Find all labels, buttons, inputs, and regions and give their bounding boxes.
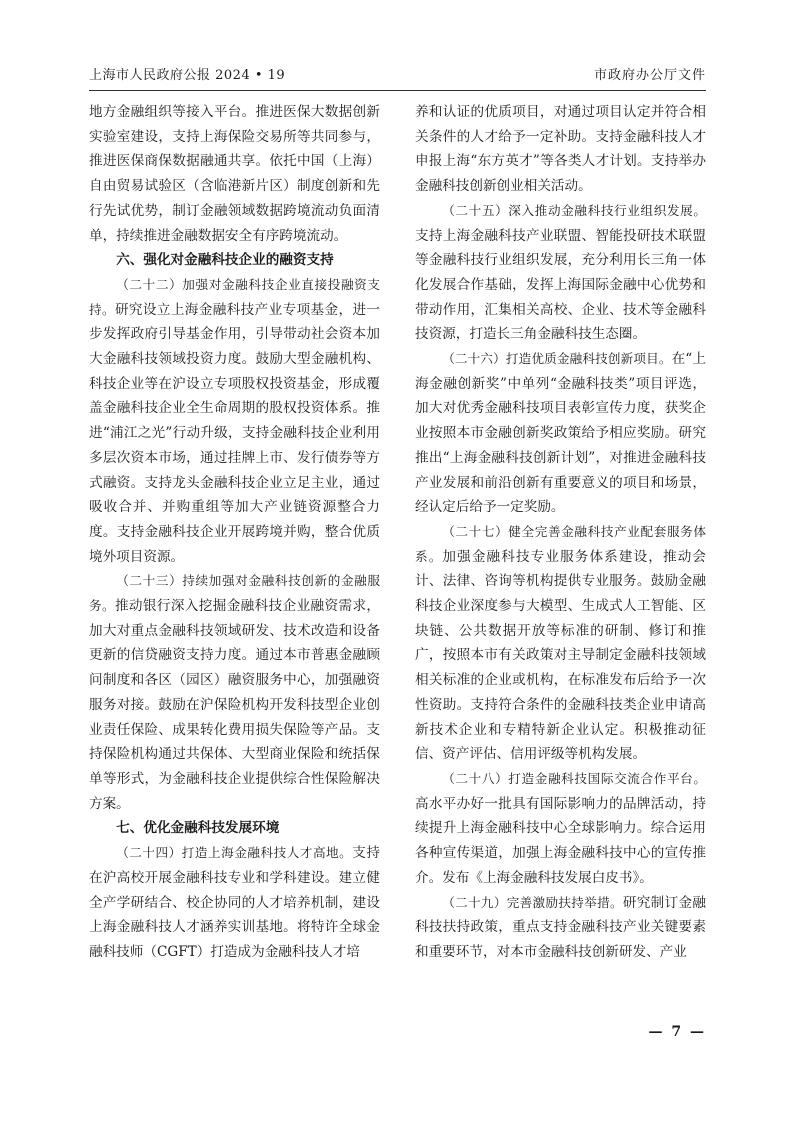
paragraph-26-body: 在“上海金融创新奖”中单列“金融科技类”项目评选，加大对优秀金融科技项目表彰宣传力度，获奖企业按照本市金融创新奖政策给予相应奖励。研究推出“上海金融科技创新计划”，对推进金融科技产业发展和前沿创新有重要意义的项目和场景，经认定后给予一定奖励。 (415, 351, 706, 516)
paragraph-29-body: 研究制订金融科技扶持政策，重点支持金融科技产业关键要素和重要环节，对本市金融科技创新研发、产业 (415, 894, 706, 960)
paragraph-28-body: 高水平办好一批具有国际影响力的品牌活动，持续提升上海金融科技中心全球影响力。综合运用各种宣传渠道，加强上海金融科技中心的宣传推介。发布《上海金融科技发展白皮书》。 (415, 795, 706, 886)
paragraph-23-body: 推动银行深入挖掘金融科技企业融资需求，加大对重点金融科技领域研发、技术改造和设备更新的信贷融资支持力度。通过本市普惠金融顾问制度和各区（园区）融资服务中心，加强融资服务对接。鼓励在沪保险机构开发科技型企业创业责任保险、成果转化费用损失保险等产品。支持保险机构通过共保体、大型商业保险和统括保单等形式，为金融科技企业提供综合性保险解决方案。 (89, 598, 381, 812)
paragraph-25-body: 支持上海金融科技产业联盟、智能投研技术联盟等金融科技行业组织发展，充分利用长三角一体化发展合作基础，发挥上海国际金融中心优势和带动作用，汇集相关高校、企业、技术等金融科技资源，打造长三角金融科技生态圈。 (415, 227, 706, 343)
paragraph-26-lead: （二十六）打造优质金融科技创新项目。 (442, 351, 672, 367)
paragraph-26 (415, 347, 706, 520)
paragraph-24-body: 支持在沪高校开展金融科技专业和学科建设。建立健全产学研结合、校企协同的人才培养机制，建设上海金融科技人才涵养实训基地。将特许全球金融科技师（CGFT）打造成为金融科技人才培 (89, 845, 381, 960)
paragraph-28 (415, 767, 706, 891)
document-category: 市政府办公厅文件 (593, 68, 706, 83)
paragraph-24 (89, 841, 380, 965)
paragraph-continued: 地方金融组织等接入平台。推进医保大数据创新实验室建设，支持上海保险交易所等共同参与，推进医保商保数据融通共享。依托中国（上海）自由贸易试验区（含临港新片区）制度创新和先行先试优势，制订金融领域数据跨境流动负面清单，持续推进金融数据安全有序跨境流动。 (89, 104, 380, 244)
paragraph-22 (89, 273, 380, 569)
paragraph-25-lead: （二十五）深入推动金融科技行业组织发展。 (442, 202, 706, 218)
paragraph-27 (415, 520, 706, 767)
section-heading-6: 六、强化对金融科技企业的融资支持 (116, 252, 334, 269)
section-heading-7: 七、优化金融科技发展环境 (116, 820, 280, 837)
page-header (89, 64, 706, 88)
paragraph-24-continued: 养和认证的优质项目，对通过项目认定并符合相关条件的人才给予一定补助。支持金融科技人才申报上海“东方英才”等各类人才计划。支持举办金融科技创新创业相关活动。 (415, 104, 706, 195)
paragraph-28-lead: （二十八）打造金融科技国际交流合作平台。 (442, 770, 706, 786)
paragraph-23-lead: （二十三）持续加强对金融科技创新的金融服务。 (89, 573, 380, 614)
right-column (415, 100, 706, 965)
page-number: — 7 — (648, 1024, 706, 1040)
paragraph-27-body: 加强金融科技专业服务体系建设，推动会计、法律、咨询等机构提供专业服务。鼓励金融科技企业深度参与大模型、生成式人工智能、区块链、公共数据开放等标准的研制、修订和推广，按照本市有关政策对主导制定金融科技领域相关标准的企业或机构，在标准发布后给予一次性资助。支持符合条件的金融科技类企业申请高新技术企业和专精特新企业认定。积极推动征信、资产评估、信用评级等机构发展。 (415, 548, 707, 763)
header-divider (89, 90, 706, 91)
paragraph-27-lead: （二十七）健全完善金融科技产业配套服务体系。 (415, 523, 706, 564)
bulletin-title: 上海市人民政府公报 2024 • 19 (89, 68, 286, 83)
paragraph-29-lead: （二十九）完善激励扶持举措。 (442, 894, 623, 910)
paragraph-25 (415, 199, 706, 347)
paragraph-24-lead: （二十四）打造上海金融科技人才高地。 (116, 845, 353, 861)
paragraph-22-lead: （二十二）加强对金融科技企业直接投融资支持。 (89, 276, 380, 317)
paragraph-22-body: 研究设立上海金融科技产业专项基金，进一步发挥政府引导基金作用，引导带动社会资本加大金融科技领域投资力度。鼓励大型金融机构、科技企业等在沪设立专项股权投资基金，形成覆盖金融科技企业全生命周期的股权投资体系。推进“浦江之光”行动升级，支持金融科技企业利用多层次资本市场，通过挂牌上市、发行债券等方式融资。支持龙头金融科技企业立足主业，通过吸收合并、并购重组等加大产业链资源整合力度。支持金融科技企业开展跨境并购，整合优质境外项目资源。 (89, 301, 381, 565)
left-column (89, 100, 380, 965)
paragraph-23 (89, 569, 380, 816)
paragraph-29 (415, 891, 706, 965)
